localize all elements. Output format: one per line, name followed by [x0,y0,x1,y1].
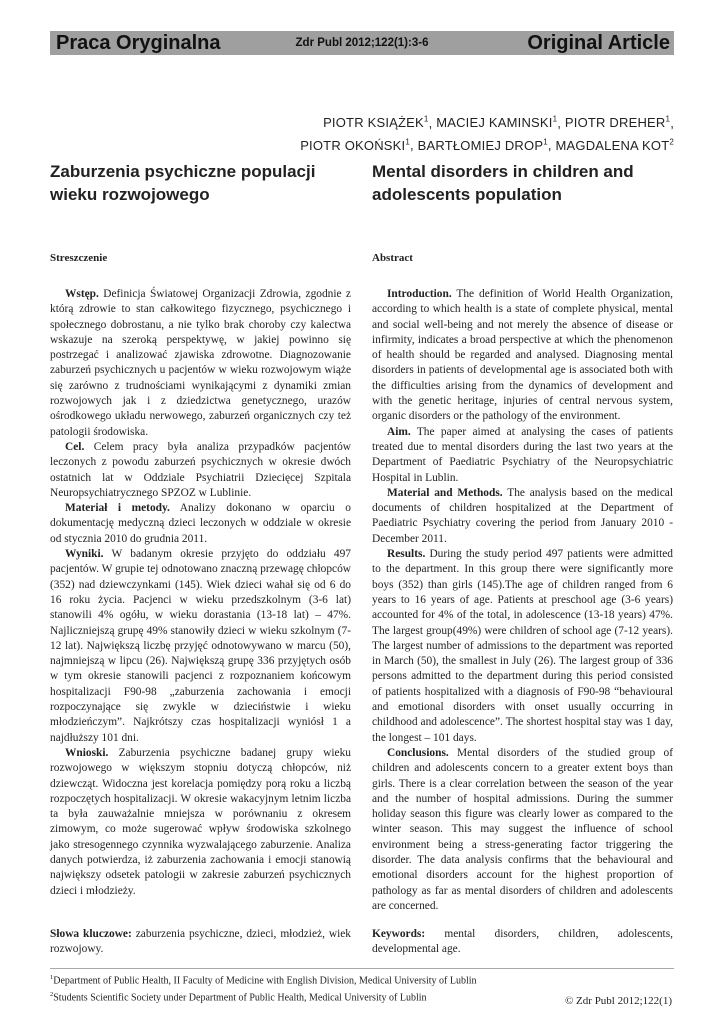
author: MAGDALENA KOT$^2$ [555,137,674,153]
journal-header-bar [50,31,674,55]
footnote: $^1$Department of Public Health, II Faculty of Medicine with English Division, Medical University of Lublin [50,974,477,987]
abstract-paragraph: Introduction. The definition of World Health Organization, according to which health is a state of complete physical, mental and social well-being and not merely the absence of disease or infirmity, indicates a broad perspective at which the phenomenon of health should be regarded and analysed. Diagnosing mental disorders in patients of developmental age is associated both with the difficulties arising from the dynamics of development and with the genetic heritage, injuries of central nervous system, organic disorders or the pathology of the environment. [372,288,673,423]
abstract-paragraph: Cel. Celem pracy była analiza przypadków pacjentów leczonych z powodu zaburzeń psychicznych w okresie dwóch ostatnich lat w Oddziale Psychiatrii Dziecięcej Szpitala Neuropsychiatrycznego SPZOZ w Lublinie. [50,440,351,499]
abstract-paragraph: Wyniki. W badanym okresie przyjęto do oddziału 497 pacjentów. W grupie tej odnotowano znaczną przewagę chłopców (352) nad dziewczynkami (145). Wiek dzieci wahał się od 6 do 16 roku życia. Pacjenci w wieku przedszkolnym (3-6 lat) stanowili 4% ogółu, w wieku dorastania (13-18 lat) – 47%. Najliczniejszą grupę 49% stanowiły dzieci w wieku szkolnym (7-12 lat). Największą liczbę przyjęć odnotowywano w marcu (50), najmniejszą w lipcu (26). Największą grupę 336 przyjętych osób w tym okresie stanowili pacjenci z rozpoznaniem końcowym hospitalizacji F90-98 „zaburzenia zachowania i emocji rozpoczynające się zwykle w dzieciństwie i wieku młodzieńczym”. Najkrótszy czas hospitalizacji wyniósł 1 a najdłuższy 101 dni. [50,548,351,744]
footnote: $^2$Students Scientific Society under Department of Public Health, Medical University of Lublin [50,991,427,1004]
abstract-paragraph: Conclusions. Mental disorders of the studied group of children and adolescents concern to a greater extent boys than girls. There is a clear correlation between the season of the year and the number of hospital admissions. During the summer holiday season this figure was clearly lower as compared to the winter season. This may suggest the influence of school environment being a stress-generating factor triggering the disorder. The data analysis confirms that the behavioural and emotional disorders account for the highest proportion of pathology as far as mental disorders of children and adolescents are concerned. [372,746,673,912]
abstract-paragraph: Results. During the study period 497 patients were admitted to the department. In this group there were significantly more boys (352) than girls (145).The age of children ranged from 6 years to 16 years of age. Patients at preschool age (3-6 years) accounted for 4% of the total, in adolescence (13-18 years) 47%. The largest group(49%) were children of school age (7-12 years). The largest number of admissions to the department was reported in March (50), the smallest in July (26). The largest group of 336 persons admitted to the department during this period consisted of patients hospitalized with a diagnosis of F90-98 “behavioural and emotional disorders with onset usually occurring in childhood and adolescence”. The shortest hospital stay was 1 day, the longest – 101 days. [372,548,673,744]
journal-citation: Zdr Publ 2012;122(1):3-6 [295,37,429,49]
title-polish: Zaburzenia psychiczne populacji wieku rozwojowego [50,162,316,204]
abstract-english [372,287,673,914]
section-type-english: Original Article [527,32,670,54]
abstract-label-english: Abstract [372,252,413,264]
abstract-paragraph: Aim. The paper aimed at analysing the cases of patients treated due to mental disorders during the last two years at the Department of Paediatric Psychiatry of the Neuropsychiatric Hospital in Lublin. [372,425,673,484]
author: PIOTR KSIĄŻEK$^1$ [323,115,429,131]
copyright-notice: © Zdr Publ 2012;122(1) [564,995,672,1007]
abstract-paragraph: Wnioski. Zaburzenia psychiczne badanej grupy wieku rozwojowego w większym stopniu dotyczą chłopców, niż dziewcząt. Widoczna jest korelacja pomiędzy porą roku a liczbą rozpoczętych hospitalizacji. W okresie wakacyjnym letnim liczba ta była zauważalnie mniejsza w porównaniu z okresem zimowym, co może sugerować wpływ środowiska szkolnego jako stresogennego czynnika wyzwalającego zaburzenie. Analiza danych potwierdza, iż zaburzenia zachowania i emocji stanowią największy odsetek patologii w zakresie zaburzeń psychicznych dzieci i młodzieży. [50,746,351,897]
abstract-paragraph: Material and Methods. The analysis based on the medical documents of children hospitalized at the Department of Paediatric Psychiatry covering the period from January 2010 - December 2011. [372,486,673,545]
title-english: Mental disorders in children and adolescents population [372,162,634,204]
keywords-polish: Słowa kluczowe: zaburzenia psychiczne, dzieci, młodzież, wiek rozwojowy. [50,928,351,956]
abstract-polish [50,287,351,899]
author: BARTŁOMIEJ DROP$^1$ [417,137,548,153]
footnote-divider [50,968,674,969]
abstract-paragraph: Wstęp. Definicja Światowej Organizacji Zdrowia, zgodnie z którą zdrowie to stan całkowitego fizycznego, psychicznego i społecznego dobrostanu, a nie tylko brak choroby czy kalectwa wskazuje na szeroką perspektywę, w jakiej powinno się postrzegać i analizować zjawiska zdrowotne. Diagnozowanie zaburzeń psychicznych u pacjentów w wieku rozwojowym wiąże się zarówno z trudnościami wynikającymi z dynamiki zmian rozwojowych jak i z dziedzictwa genetycznego, urazów ośrodkowego układu nerwowego, zaburzeń organicznych czy też patologii środowiska. [50,288,351,438]
keywords-english: Keywords: mental disorders, children, adolescents, developmental age. [372,928,673,956]
author: PIOTR OKOŃSKI$^1$ [300,137,411,153]
author-list: PIOTR KSIĄŻEK$^1$, MACIEJ KAMINSKI$^1$, PIOTR DREHER$^1$, PIOTR OKOŃSKI$^1$, BARTŁOMIEJ DROP$^1$, MAGDALENA KOT$^2$ [300,115,674,153]
abstract-label-polish: Streszczenie [50,252,108,264]
author: MACIEJ KAMINSKI$^1$ [436,115,558,131]
author: PIOTR DREHER$^1$ [564,115,671,131]
abstract-paragraph: Materiał i metody. Analizy dokonano w oparciu o dokumentację medyczną dzieci leczonych w oddziale w okresie od stycznia 2010 do grudnia 2011. [50,502,351,545]
section-type-polish: Praca Oryginalna [56,32,221,54]
